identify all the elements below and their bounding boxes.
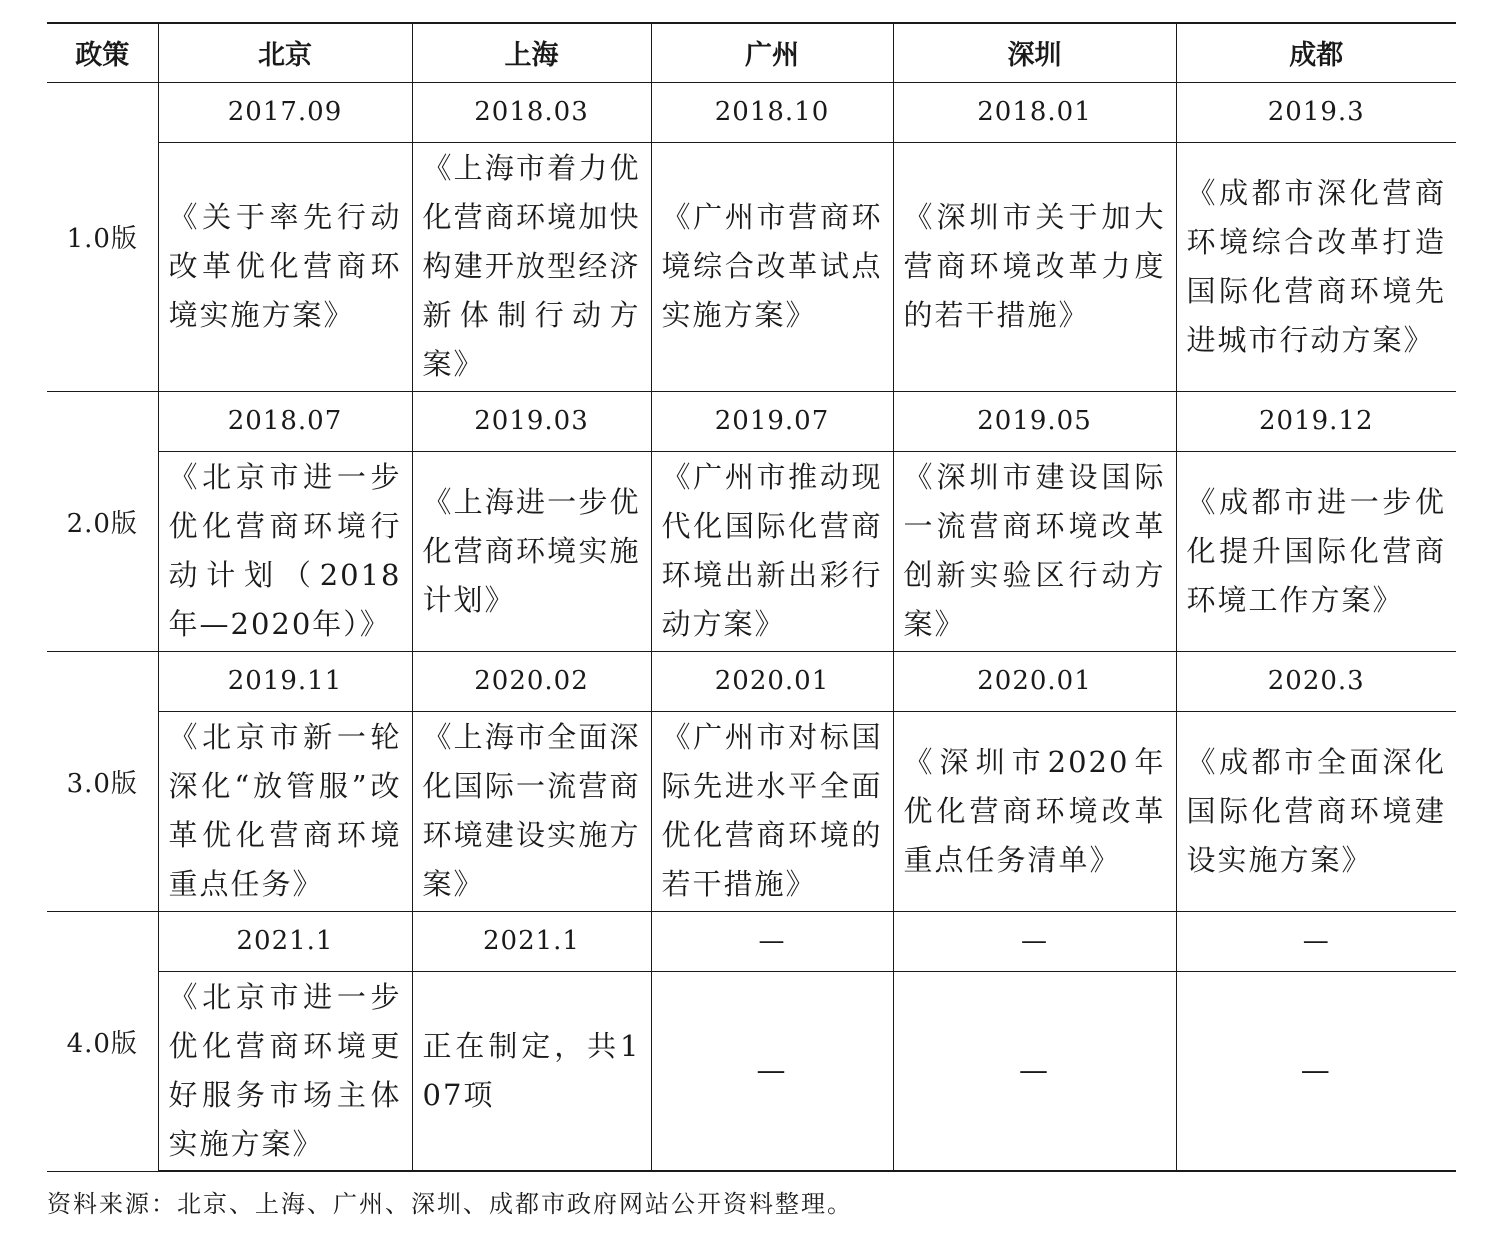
header-beijing: 北京 [158, 23, 412, 82]
policy-title-cell: 《深圳市关于加大营商环境改革力度的若干措施》 [893, 142, 1176, 391]
date-cell: — [1176, 911, 1456, 971]
source-note: 资料来源：北京、上海、广州、深圳、成都市政府网站公开资料整理。 [47, 1190, 853, 1218]
date-cell: 2019.03 [412, 391, 651, 451]
date-cell: — [893, 911, 1176, 971]
policy-title-cell: 《成都市进一步优化提升国际化营商环境工作方案》 [1176, 451, 1456, 651]
title-row-v3 [47, 711, 1456, 911]
policy-title-cell: 《上海市着力优化营商环境加快构建开放型经济新体制行动方案》 [412, 142, 651, 391]
title-row-v1 [47, 142, 1456, 391]
policy-title-cell: 《深圳市建设国际一流营商环境改革创新实验区行动方案》 [893, 451, 1176, 651]
policy-title-cell: 《上海进一步优化营商环境实施计划》 [412, 451, 651, 651]
policy-title-cell: 《关于率先行动改革优化营商环境实施方案》 [158, 142, 412, 391]
date-cell: 2019.05 [893, 391, 1176, 451]
policy-title-cell: 《深圳市2020年优化营商环境改革重点任务清单》 [893, 711, 1176, 911]
policy-title-cell: — [651, 971, 893, 1171]
date-cell: 2020.3 [1176, 651, 1456, 711]
version-label: 4.0版 [47, 911, 158, 1171]
policy-title-cell: — [893, 971, 1176, 1171]
policy-title-cell: 《广州市推动现代化国际化营商环境出新出彩行动方案》 [651, 451, 893, 651]
date-cell: 2020.02 [412, 651, 651, 711]
date-cell: 2019.11 [158, 651, 412, 711]
date-cell: 2018.03 [412, 82, 651, 142]
date-cell: 2020.01 [651, 651, 893, 711]
header-row [47, 23, 1456, 82]
date-cell: 2019.07 [651, 391, 893, 451]
policy-title-cell: 《上海市全面深化国际一流营商环境建设实施方案》 [412, 711, 651, 911]
version-label: 3.0版 [47, 651, 158, 911]
header-policy: 政策 [47, 23, 158, 82]
header-chengdu: 成都 [1176, 23, 1456, 82]
title-row-v2 [47, 451, 1456, 651]
date-cell: 2019.12 [1176, 391, 1456, 451]
policy-title-cell: — [1176, 971, 1456, 1171]
date-cell: 2018.01 [893, 82, 1176, 142]
date-cell: 2017.09 [158, 82, 412, 142]
policy-title-cell: 正在制定，共107项 [412, 971, 651, 1171]
date-cell: — [651, 911, 893, 971]
date-cell: 2019.3 [1176, 82, 1456, 142]
version-label: 1.0版 [47, 82, 158, 391]
header-guangzhou: 广州 [651, 23, 893, 82]
date-row-v1 [47, 82, 1456, 142]
date-row-v2 [47, 391, 1456, 451]
date-row-v4 [47, 911, 1456, 971]
policy-comparison-table [47, 22, 1456, 1172]
policy-title-cell: 《广州市营商环境综合改革试点实施方案》 [651, 142, 893, 391]
date-cell: 2018.07 [158, 391, 412, 451]
date-cell: 2020.01 [893, 651, 1176, 711]
date-cell: 2021.1 [412, 911, 651, 971]
policy-title-cell: 《广州市对标国际先进水平全面优化营商环境的若干措施》 [651, 711, 893, 911]
date-cell: 2018.10 [651, 82, 893, 142]
policy-title-cell: 《北京市新一轮深化“放管服”改革优化营商环境重点任务》 [158, 711, 412, 911]
policy-title-cell: 《成都市全面深化国际化营商环境建设实施方案》 [1176, 711, 1456, 911]
title-row-v4 [47, 971, 1456, 1171]
policy-title-cell: 《北京市进一步优化营商环境行动计划（2018年—2020年）》 [158, 451, 412, 651]
header-shanghai: 上海 [412, 23, 651, 82]
policy-title-cell: 《北京市进一步优化营商环境更好服务市场主体实施方案》 [158, 971, 412, 1171]
date-cell: 2021.1 [158, 911, 412, 971]
date-row-v3 [47, 651, 1456, 711]
header-shenzhen: 深圳 [893, 23, 1176, 82]
policy-title-cell: 《成都市深化营商环境综合改革打造国际化营商环境先进城市行动方案》 [1176, 142, 1456, 391]
version-label: 2.0版 [47, 391, 158, 651]
